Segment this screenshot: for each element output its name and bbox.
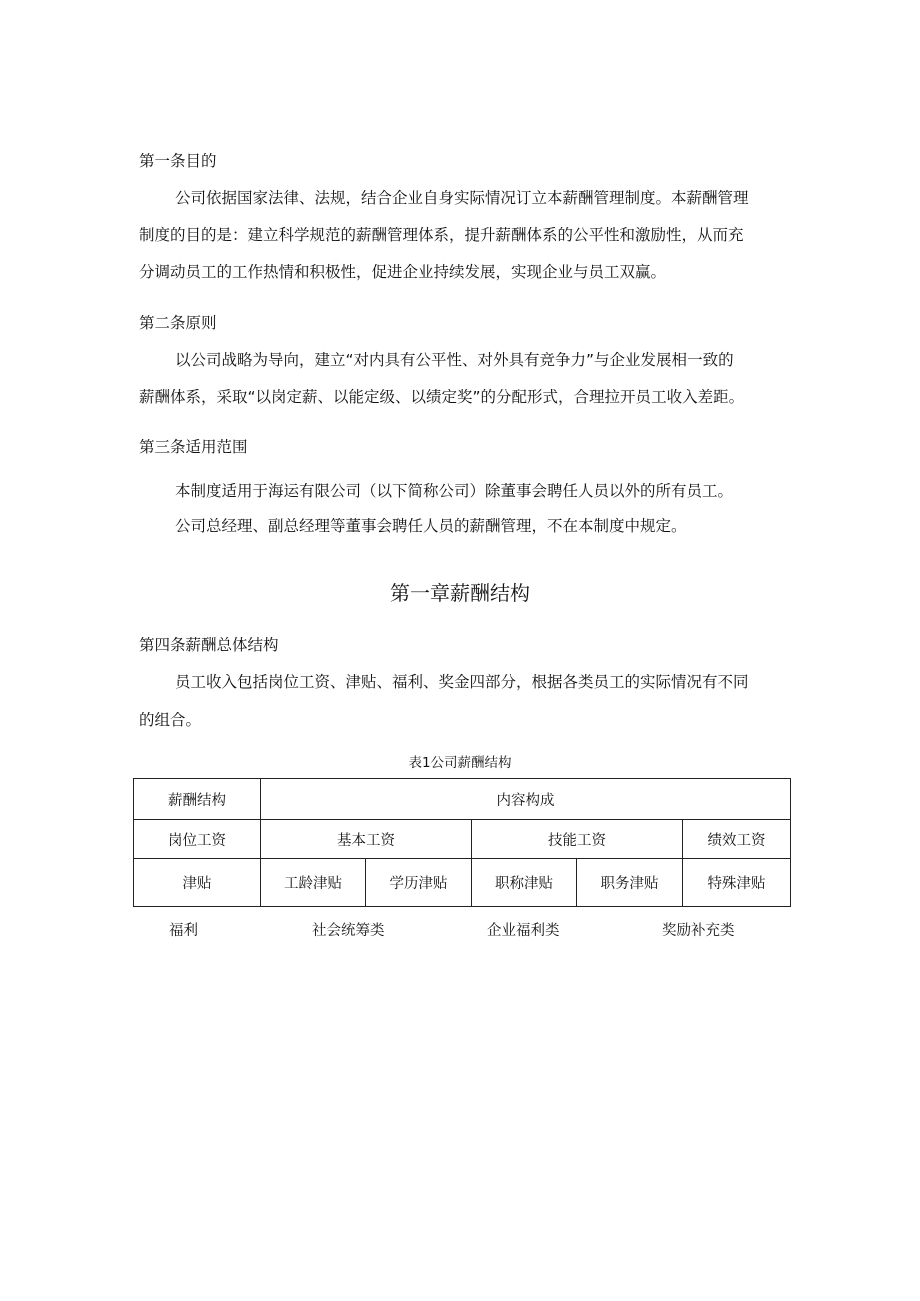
cell-post-wage-label: 岗位工资 bbox=[134, 820, 261, 859]
article-4-heading: 第四条薪酬总体结构 bbox=[139, 636, 279, 654]
article-4-line-2: 的组合。 bbox=[139, 711, 202, 729]
header-content: 内容构成 bbox=[261, 779, 791, 820]
cell-seniority-allowance: 工龄津贴 bbox=[261, 859, 366, 907]
salary-structure-table bbox=[133, 778, 791, 907]
article-2-heading: 第二条原则 bbox=[139, 314, 217, 332]
chapter-title: 第一章薪酬结构 bbox=[390, 581, 530, 605]
cell-position-allowance: 职务津贴 bbox=[577, 859, 683, 907]
cell-special-allowance: 特殊津贴 bbox=[683, 859, 791, 907]
article-1-line-1: 公司依据国家法律、法规，结合企业自身实际情况订立本薪酬管理制度。本薪酬管理 bbox=[175, 189, 749, 207]
welfare-label: 福利 bbox=[169, 923, 198, 939]
article-3-line-2: 公司总经理、副总经理等董事会聘任人员的薪酬管理，不在本制度中规定。 bbox=[175, 517, 687, 535]
article-3-line-1: 本制度适用于海运有限公司（以下简称公司）除董事会聘任人员以外的所有员工。 bbox=[175, 482, 734, 500]
article-1-line-3: 分调动员工的工作热情和积极性，促进企业持续发展，实现企业与员工双赢。 bbox=[139, 263, 667, 281]
welfare-enterprise: 企业福利类 bbox=[487, 923, 560, 939]
cell-allowance-label: 津贴 bbox=[134, 859, 261, 907]
cell-education-allowance: 学历津贴 bbox=[366, 859, 472, 907]
cell-skill-wage: 技能工资 bbox=[472, 820, 683, 859]
table-row-allowance bbox=[134, 859, 791, 907]
welfare-reward: 奖励补充类 bbox=[662, 923, 735, 939]
article-4-line-1: 员工收入包括岗位工资、津贴、福利、奖金四部分，根据各类员工的实际情况有不同 bbox=[175, 673, 749, 691]
table-caption: 表1公司薪酬结构 bbox=[408, 755, 512, 771]
welfare-social: 社会统筹类 bbox=[312, 923, 385, 939]
cell-title-allowance: 职称津贴 bbox=[472, 859, 577, 907]
cell-performance-wage: 绩效工资 bbox=[683, 820, 791, 859]
cell-basic-wage: 基本工资 bbox=[261, 820, 472, 859]
article-1-line-2: 制度的目的是：建立科学规范的薪酬管理体系，提升薪酬体系的公平性和激励性，从而充 bbox=[139, 226, 744, 244]
article-2-line-2: 薪酬体系，采取“以岗定薪、以能定级、以绩定奖”的分配形式，合理拉开员工收入差距。 bbox=[139, 388, 745, 406]
table-header-row bbox=[134, 779, 791, 820]
table-row-post-wage bbox=[134, 820, 791, 859]
article-2-line-1: 以公司战略为导向，建立“对内具有公平性、对外具有竞争力”与企业发展相一致的 bbox=[175, 351, 734, 369]
article-1-heading: 第一条目的 bbox=[139, 152, 217, 170]
header-salary-structure: 薪酬结构 bbox=[134, 779, 261, 820]
article-3-heading: 第三条适用范围 bbox=[139, 438, 248, 456]
